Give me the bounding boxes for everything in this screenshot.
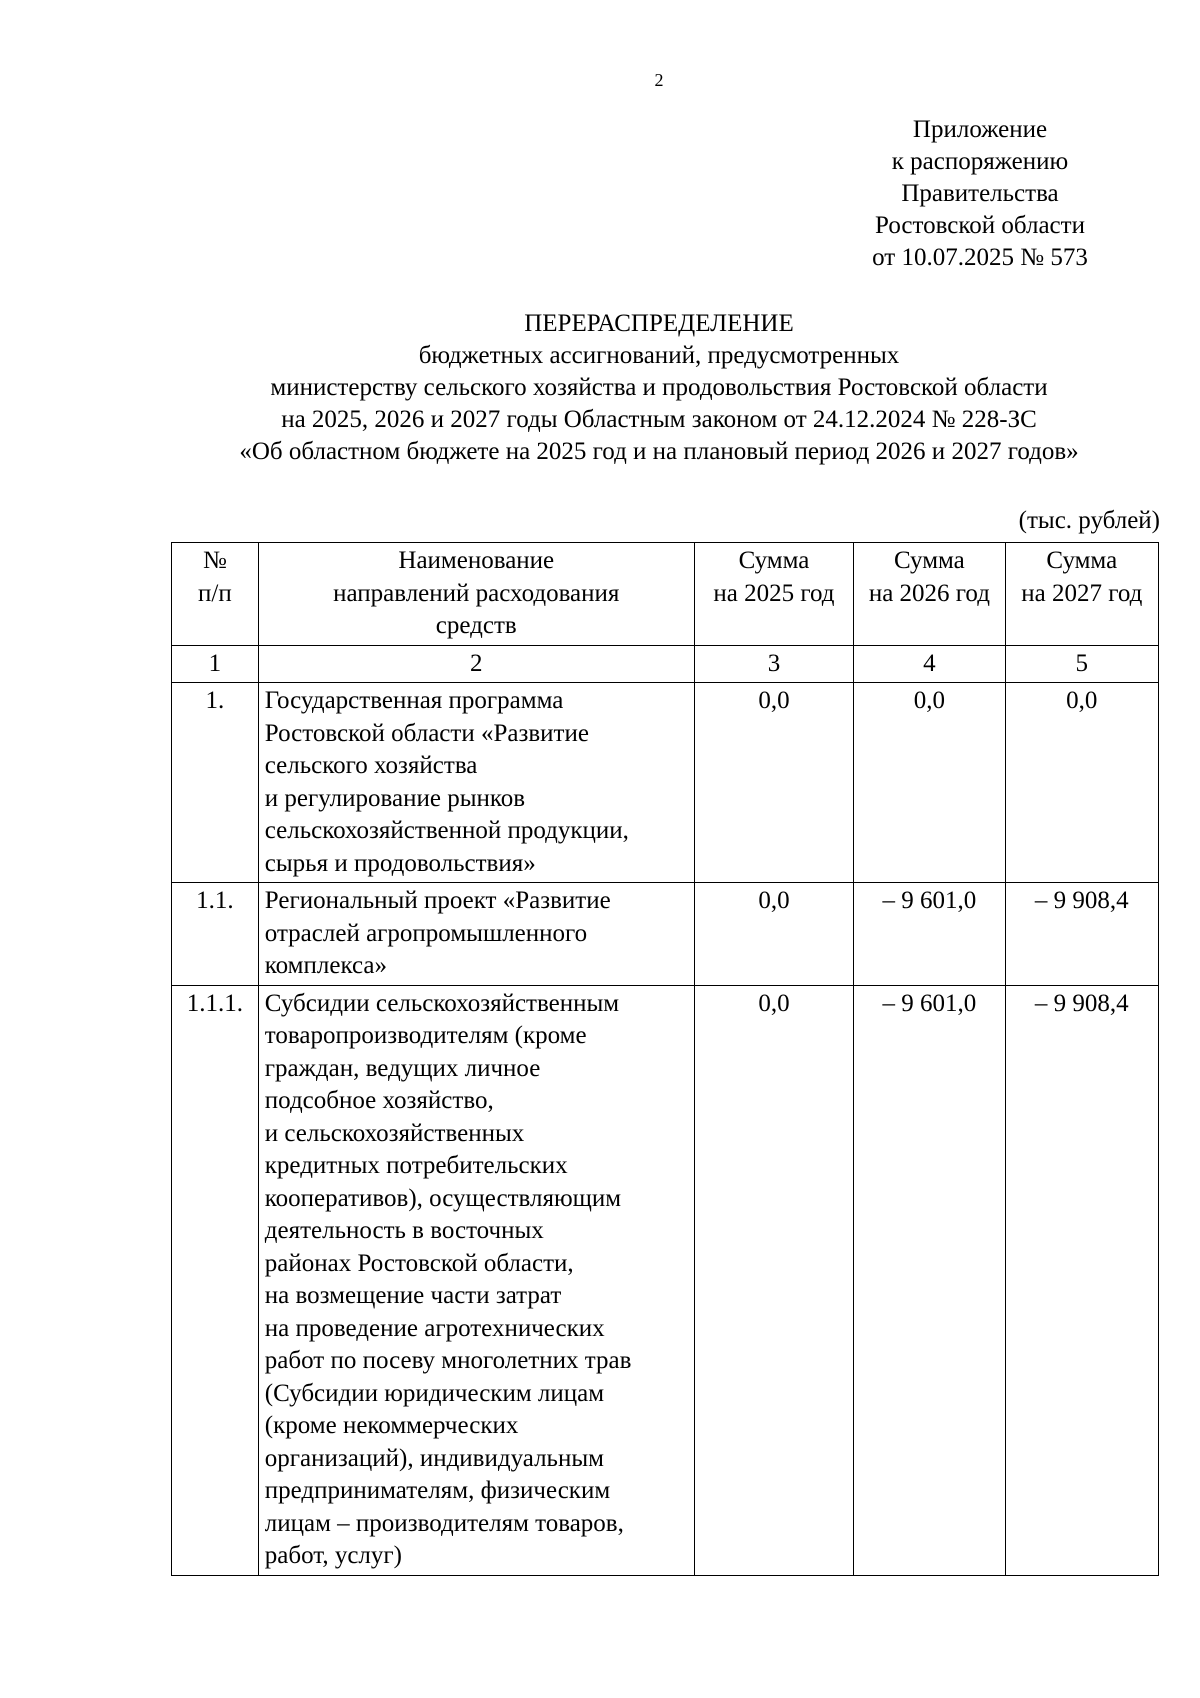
header-sum-2027: Сумма на 2027 год (1005, 543, 1158, 646)
header-sum-2026: Сумма на 2026 год (854, 543, 1005, 646)
row-name: Региональный проект «Развитие отраслей агропромышленного комплекса» (258, 883, 694, 986)
table-row (172, 883, 1159, 986)
row-sum-2025: 0,0 (694, 883, 853, 986)
table-row (172, 683, 1159, 883)
appendix-stamp (830, 114, 1130, 274)
title-line: «Об областном бюджете на 2025 год и на плановый период 2026 и 2027 годов» (239, 438, 1079, 465)
appendix-line: к распоряжению (891, 148, 1069, 175)
row-sum-2027: 0,0 (1005, 683, 1158, 883)
row-num: 1. (172, 683, 259, 883)
header-name: Наименование направлений расходования средств (258, 543, 694, 646)
appendix-line: Правительства (901, 180, 1059, 207)
row-sum-2025: 0,0 (694, 985, 853, 1575)
row-name: Субсидии сельскохозяйственным товаропроизводителям (кроме граждан, ведущих личное подсобное хозяйство, и сельскохозяйственных кредитных потребительских кооперативов), осуществляющим деятельность в восточных районах Ростовской области, на возмещение части затрат на проведение агротехнических работ по посеву многолетних трав (Субсидии юридическим лицам (кроме некоммерческих организаций), индивидуальным предпринимателям, физическим лицам – производителям товаров, работ, услуг) (258, 985, 694, 1575)
header-num: № п/п (172, 543, 259, 646)
row-sum-2026: – 9 601,0 (854, 883, 1005, 986)
column-number: 3 (694, 645, 853, 683)
document-title (150, 308, 1168, 468)
title-heading: ПЕРЕРАСПРЕДЕЛЕНИЕ (524, 310, 794, 337)
title-line: министерству сельского хозяйства и продовольствия Ростовской области (270, 374, 1048, 401)
row-sum-2027: – 9 908,4 (1005, 985, 1158, 1575)
appendix-line: Ростовской области (875, 212, 1085, 239)
column-number: 2 (258, 645, 694, 683)
table-row (172, 985, 1159, 1575)
column-number: 4 (854, 645, 1005, 683)
appendix-line: Приложение (912, 116, 1048, 143)
row-sum-2027: – 9 908,4 (1005, 883, 1158, 986)
row-num: 1.1. (172, 883, 259, 986)
row-sum-2026: 0,0 (854, 683, 1005, 883)
title-line: на 2025, 2026 и 2027 годы Областным законом от 24.12.2024 № 228-ЗС (281, 406, 1037, 433)
row-num: 1.1.1. (172, 985, 259, 1575)
row-sum-2025: 0,0 (694, 683, 853, 883)
row-sum-2026: – 9 601,0 (854, 985, 1005, 1575)
header-sum-2025: Сумма на 2025 год (694, 543, 853, 646)
column-number-row (172, 645, 1159, 683)
budget-table (171, 542, 1159, 1576)
units-note: (тыс. рублей) (1018, 507, 1160, 534)
row-name: Государственная программа Ростовской области «Развитие сельского хозяйства и регулирование рынков сельскохозяйственной продукции, сырья и продовольствия» (258, 683, 694, 883)
appendix-line: от 10.07.2025 № 573 (872, 244, 1088, 271)
page-number: 2 (654, 70, 664, 90)
title-line: бюджетных ассигнований, предусмотренных (418, 342, 900, 369)
column-number: 5 (1005, 645, 1158, 683)
column-number: 1 (172, 645, 259, 683)
table-header-row (172, 543, 1159, 646)
